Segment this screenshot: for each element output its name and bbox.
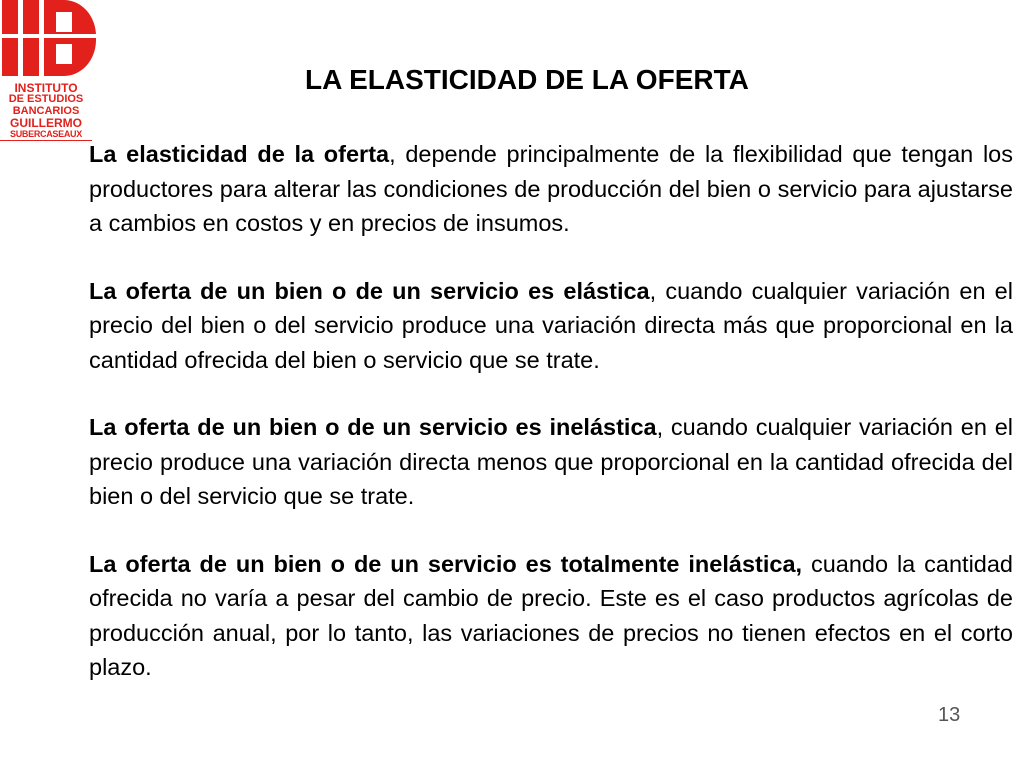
slide-title: LA ELASTICIDAD DE LA OFERTA	[305, 64, 749, 95]
logo-text-line-3: BANCARIOS	[12, 105, 80, 117]
logo-text-line-1: INSTITUTO	[14, 81, 78, 95]
paragraph-text: , cuando cualquier variación en el precio del bien o del servicio produce una variación directa más que proporcional en la cantidad ofrecida del bien o servicio que se trate.	[89, 277, 1013, 373]
paragraph-lead: La oferta de un bien o de un servicio es totalmente inelástica,	[89, 550, 803, 577]
paragraph-inelastica	[89, 410, 1013, 514]
paragraph-elastica	[89, 274, 1013, 378]
logo-mark-icon	[2, 0, 98, 80]
paragraph-totalmente-inelastica	[89, 547, 1013, 685]
paragraph-text: cuando la cantidad ofrecida no varía a pesar del cambio de precio. Este es el caso productos agrícolas de producción anual, por lo tanto, las variaciones de precios no tienen efectos en el corto plazo.	[89, 550, 1013, 680]
paragraph-lead: La oferta de un bien o de un servicio es elástica	[89, 277, 650, 304]
paragraph-lead: La oferta de un bien o de un servicio es inelástica	[89, 414, 657, 440]
institute-logo	[0, 0, 100, 150]
slide-body	[89, 137, 1013, 685]
paragraph-text: , depende principalmente de la flexibilidad que tengan los productores para alterar las condiciones de producción del bien o servicio para ajustarse a cambios en costos y en precios de insumos.	[89, 141, 1013, 236]
logo-text-line-2: DE ESTUDIOS	[8, 93, 84, 105]
paragraph-text: , cuando cualquier variación en el precio produce una variación directa menos que proporcional en la cantidad ofrecida del bien o del servicio que se trate.	[89, 414, 1013, 509]
slide-number: 13	[938, 704, 961, 726]
logo-text-line-5: SUBERCASEAUX	[0, 130, 92, 141]
paragraph-elasticidad	[89, 137, 1013, 241]
logo-text-line-4: GUILLERMO	[10, 116, 82, 130]
paragraph-lead: La elasticidad de la oferta	[89, 141, 390, 167]
